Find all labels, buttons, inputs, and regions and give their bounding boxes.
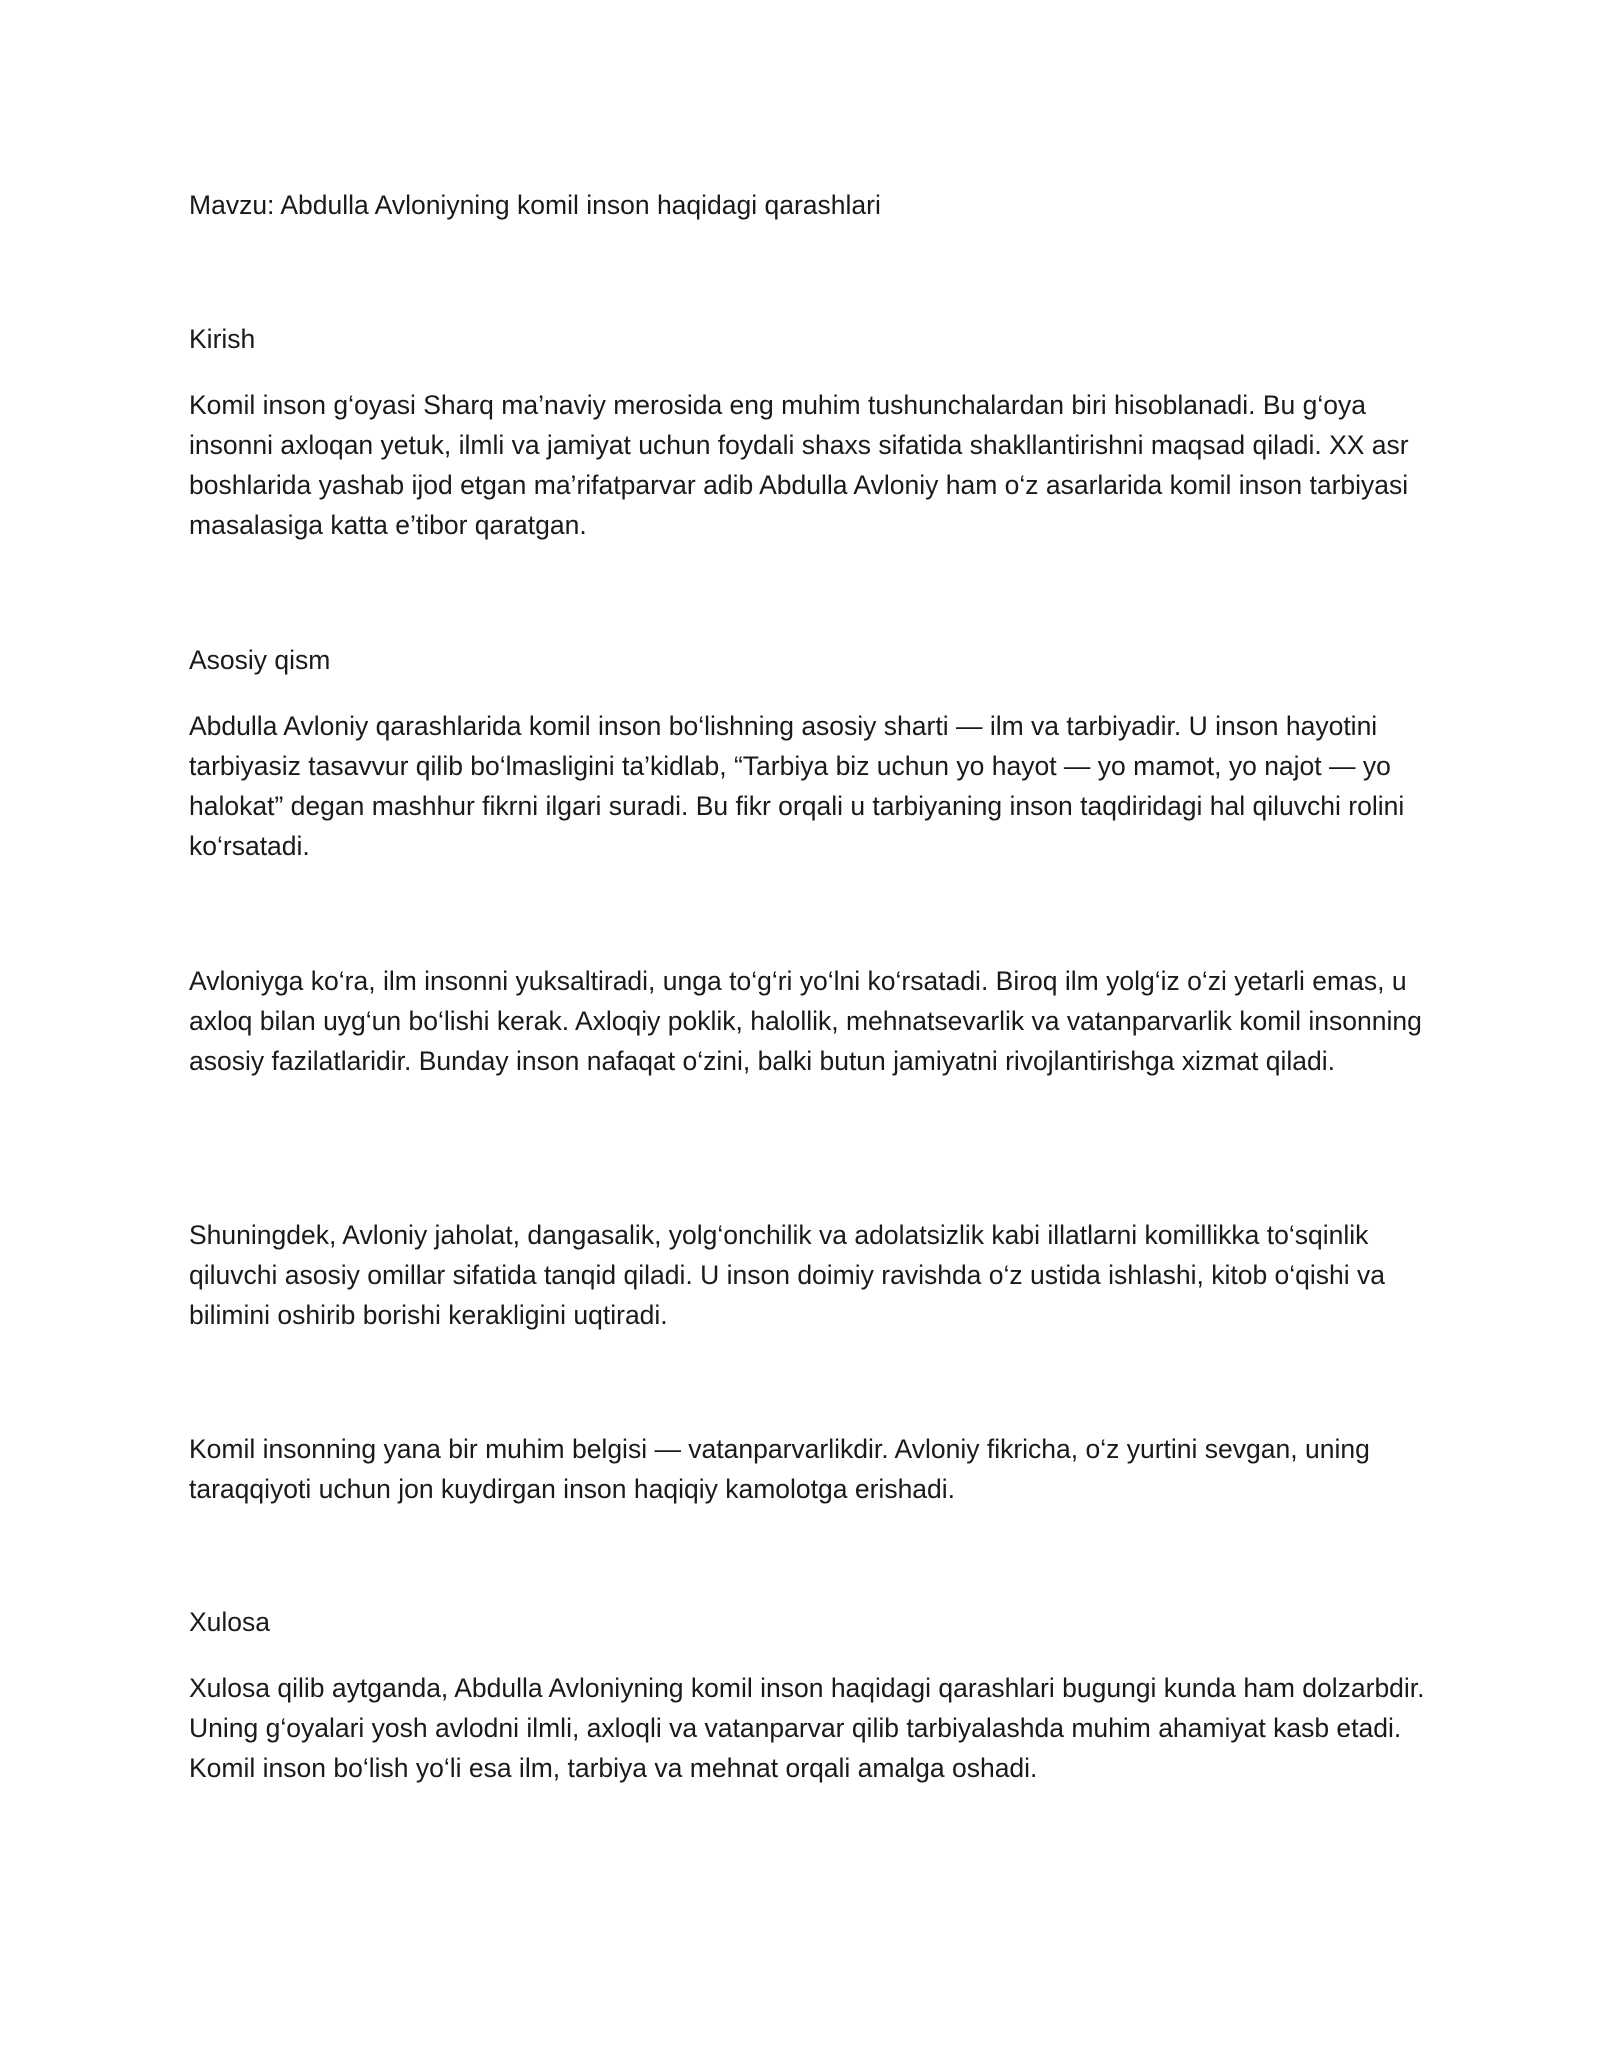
paragraph-kirish-1: Komil inson g‘oyasi Sharq ma’naviy merosida eng muhim tushunchalardan biri hisoblanadi. Bu g‘oya insonni axloqan yetuk, ilmli va jamiyat uchun foydali shaxs sifatida shakllantirishni maqsad qiladi. XX asr boshlarida yashab ijod etgan ma’rifatparvar adib Abdulla Avloniy ham o‘z asarlarida komil inson tarbiyasi masalasiga katta e’tibor qaratgan.	[189, 390, 1409, 540]
paragraph-asosiy-3: Shuningdek, Avloniy jaholat, dangasalik, yolg‘onchilik va adolatsizlik kabi illatlarni komillikka to‘sqinlik qiluvchi asosiy omillar sifatida tanqid qiladi. U inson doimiy ravishda o‘z ustida ishlashi, kitob o‘qishi va bilimini oshirib borishi kerakligini uqtiradi.	[189, 1220, 1386, 1330]
paragraph-asosiy-2: Avloniyga ko‘ra, ilm insonni yuksaltiradi, unga to‘g‘ri yo‘lni ko‘rsatadi. Biroq ilm yolg‘iz o‘zi yetarli emas, u axloq bilan uyg‘un bo‘lishi kerak. Axloqiy poklik, halollik, mehnatsevarlik va vatanparvarlik komil insonning asosiy fazilatlaridir. Bunday inson nafaqat o‘zini, balki butun jamiyatni rivojlantirishga xizmat qiladi.	[189, 966, 1422, 1076]
document-title: Mavzu: Abdulla Avloniyning komil inson haqidagi qarashlari	[189, 190, 881, 220]
paragraph-xulosa-1: Xulosa qilib aytganda, Abdulla Avloniyning komil inson haqidagi qarashlari bugungi kunda ham dolzarbdir. Uning g‘oyalari yosh avlodni ilmli, axloqli va vatanparvar qilib tarbiyalashda muhim ahamiyat kasb etadi. Komil inson bo‘lish yo‘li esa ilm, tarbiya va mehnat orqali amalga oshadi.	[189, 1673, 1425, 1783]
paragraph-asosiy-4: Komil insonning yana bir muhim belgisi — vatanparvarlikdir. Avloniy fikricha, o‘z yurtini sevgan, uning taraqqiyoti uchun jon kuydirgan inson haqiqiy kamolotga erishadi.	[189, 1434, 1370, 1504]
section-heading-xulosa: Xulosa	[189, 1607, 271, 1637]
section-heading-kirish: Kirish	[189, 324, 256, 354]
paragraph-asosiy-1: Abdulla Avloniy qarashlarida komil inson bo‘lishning asosiy sharti — ilm va tarbiyadir. U inson hayotini tarbiyasiz tasavvur qilib bo‘lmasligini ta’kidlab, “Tarbiya biz uchun yo hayot — yo mamot, yo najot — yo halokat” degan mashhur fikrni ilgari suradi. Bu fikr orqali u tarbiyaning inson taqdiridagi hal qiluvchi rolini ko‘rsatadi.	[189, 711, 1405, 861]
section-heading-asosiy-qism: Asosiy qism	[189, 645, 331, 675]
